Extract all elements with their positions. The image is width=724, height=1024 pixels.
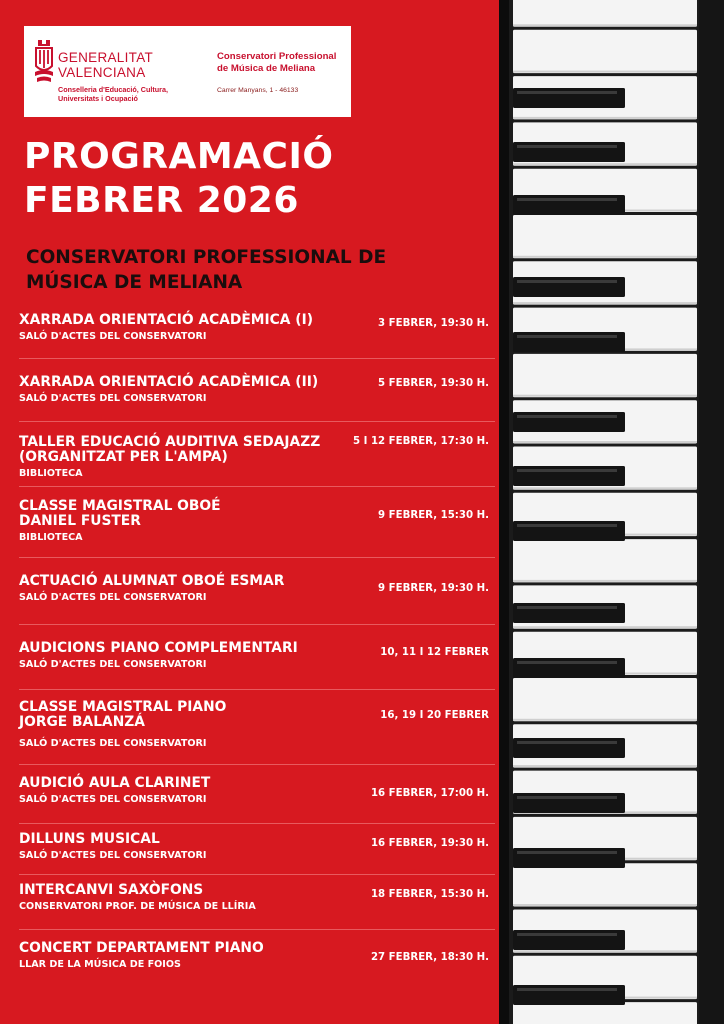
event-item (19, 435, 494, 480)
event-venue: SALÓ D'ACTES DEL CONSERVATORI (19, 592, 207, 603)
title-line1: PROGRAMACIÓ (24, 136, 334, 177)
white-key (513, 0, 697, 27)
event-venue: SALÓ D'ACTES DEL CONSERVATORI (19, 794, 207, 805)
event-date: 9 FEBRER, 15:30 H. (378, 510, 489, 521)
black-key-highlight (517, 91, 617, 94)
event-item (19, 700, 494, 750)
cons-line1: Conservatori Professional (217, 51, 337, 62)
divider (19, 764, 495, 765)
white-key-shadow (513, 117, 697, 119)
event-date: 9 FEBRER, 19:30 H. (378, 583, 489, 594)
title-line2: FEBRER 2026 (24, 180, 299, 221)
event-item (19, 313, 494, 343)
black-key-highlight (517, 796, 617, 799)
event-title-line1: TALLER EDUCACIÓ AUDITIVA SEDAJAZZ (19, 434, 321, 450)
white-key-shadow (513, 24, 697, 26)
white-key (513, 215, 697, 258)
conservatori-name (217, 51, 357, 74)
white-key (513, 863, 697, 906)
event-venue: SALÓ D'ACTES DEL CONSERVATORI (19, 850, 207, 861)
white-key-shadow (513, 256, 697, 258)
page-title (24, 135, 494, 223)
event-title-line2: (ORGANITZAT PER L'AMPA) (19, 449, 228, 465)
event-venue: CONSERVATORI PROF. DE MÚSICA DE LLÍRIA (19, 901, 256, 912)
page-subtitle (26, 245, 496, 295)
event-date: 3 FEBRER, 19:30 H. (378, 318, 489, 329)
conservatori-address: Carrer Manyans, 1 - 46133 (217, 87, 299, 94)
event-item (19, 883, 494, 913)
white-key (513, 354, 697, 397)
black-key-highlight (517, 469, 617, 472)
event-date: 16 FEBRER, 19:30 H. (370, 838, 489, 849)
event-item (19, 499, 494, 544)
subtitle-line1: CONSERVATORI PROFESSIONAL DE (26, 247, 387, 268)
event-item (19, 375, 494, 405)
white-key (513, 30, 697, 73)
event-title-line1: CLASSE MAGISTRAL OBOÉ (19, 498, 221, 514)
event-title: CONCERT DEPARTAMENT PIANO (19, 940, 264, 956)
gv-name-line2: VALENCIANA (58, 65, 146, 80)
white-key-shadow (513, 441, 697, 443)
event-venue: SALÓ D'ACTES DEL CONSERVATORI (19, 331, 207, 342)
gv-name (58, 50, 208, 80)
event-title-line1: CLASSE MAGISTRAL PIANO (19, 699, 227, 715)
black-key-highlight (517, 851, 617, 854)
black-key-highlight (517, 198, 617, 201)
event-item (19, 832, 494, 862)
event-date: 5 FEBRER, 19:30 H. (378, 378, 489, 389)
divider (19, 557, 495, 558)
gv-department (58, 86, 218, 104)
piano-left-edge (499, 0, 509, 1024)
piano-right-edge (699, 0, 724, 1024)
event-venue: SALÓ D'ACTES DEL CONSERVATORI (19, 393, 207, 404)
white-key-shadow (513, 302, 697, 304)
event-venue: SALÓ D'ACTES DEL CONSERVATORI (19, 659, 207, 670)
white-key (513, 1002, 697, 1024)
event-title: DILLUNS MUSICAL (19, 831, 160, 847)
event-item (19, 641, 494, 671)
event-date: 18 FEBRER, 15:30 H. (370, 889, 489, 900)
white-key-shadow (513, 487, 697, 489)
black-key-highlight (517, 280, 617, 283)
event-date: 16, 19 I 20 FEBRER (380, 710, 489, 721)
event-venue: BIBLIOTECA (19, 468, 83, 479)
event-title-line2: DANIEL FUSTER (19, 513, 141, 529)
event-title: XARRADA ORIENTACIÓ ACADÈMICA (II) (19, 374, 319, 390)
gv-dept-line2: Universitats i Ocupació (58, 93, 138, 103)
black-key-highlight (517, 335, 617, 338)
black-key-highlight (517, 145, 617, 148)
divider (19, 358, 495, 359)
event-title: ACTUACIÓ ALUMNAT OBOÉ ESMAR (19, 573, 285, 589)
divider (19, 689, 495, 690)
header-logo-box (24, 26, 351, 117)
event-date: 27 FEBRER, 18:30 H. (370, 952, 489, 963)
event-date: 10, 11 I 12 FEBRER (380, 647, 489, 658)
piano-keys (499, 0, 724, 1024)
black-key-highlight (517, 933, 617, 936)
white-key-shadow (513, 580, 697, 582)
black-key-highlight (517, 415, 617, 418)
event-title: XARRADA ORIENTACIÓ ACADÈMICA (I) (19, 312, 314, 328)
white-key-shadow (513, 904, 697, 906)
black-key-highlight (517, 524, 617, 527)
event-item (19, 941, 494, 971)
event-title (19, 499, 359, 529)
white-key-shadow (513, 719, 697, 721)
white-key-shadow (513, 163, 697, 165)
divider (19, 874, 495, 875)
divider (19, 823, 495, 824)
divider (19, 421, 495, 422)
white-key (513, 539, 697, 582)
event-title: INTERCANVI SAXÒFONS (19, 882, 204, 898)
white-key-shadow (513, 950, 697, 952)
divider (19, 486, 495, 487)
event-venue: LLAR DE LA MÚSICA DE FOIOS (19, 959, 181, 970)
divider (19, 624, 495, 625)
event-date: 5 I 12 FEBRER, 17:30 H. (352, 436, 489, 447)
event-title (19, 435, 359, 465)
event-title (19, 700, 359, 730)
event-venue: BIBLIOTECA (19, 532, 83, 543)
event-title-line2: JORGE BALANZÁ (19, 714, 145, 730)
black-key-highlight (517, 988, 617, 991)
event-item (19, 574, 494, 604)
black-key-highlight (517, 741, 617, 744)
white-key-shadow (513, 626, 697, 628)
gv-dept-line1: Conselleria d'Educació, Cultura, (58, 85, 168, 94)
white-key-shadow (513, 395, 697, 397)
black-key-highlight (517, 661, 617, 664)
event-item (19, 776, 494, 806)
white-key (513, 678, 697, 721)
event-venue: SALÓ D'ACTES DEL CONSERVATORI (19, 738, 207, 749)
generalitat-valenciana-emblem-icon (32, 38, 56, 88)
black-key-highlight (517, 606, 617, 609)
event-title: AUDICIÓ AULA CLARINET (19, 775, 211, 791)
white-key-shadow (513, 71, 697, 73)
divider (19, 929, 495, 930)
subtitle-line2: MÚSICA DE MELIANA (26, 272, 243, 293)
event-date: 16 FEBRER, 17:00 H. (370, 788, 489, 799)
cons-line2: de Música de Meliana (217, 62, 316, 74)
piano-keyboard-image (499, 0, 724, 1024)
white-key-shadow (513, 765, 697, 767)
gv-name-line1: GENERALITAT (58, 50, 154, 65)
event-title: AUDICIONS PIANO COMPLEMENTARI (19, 640, 298, 656)
